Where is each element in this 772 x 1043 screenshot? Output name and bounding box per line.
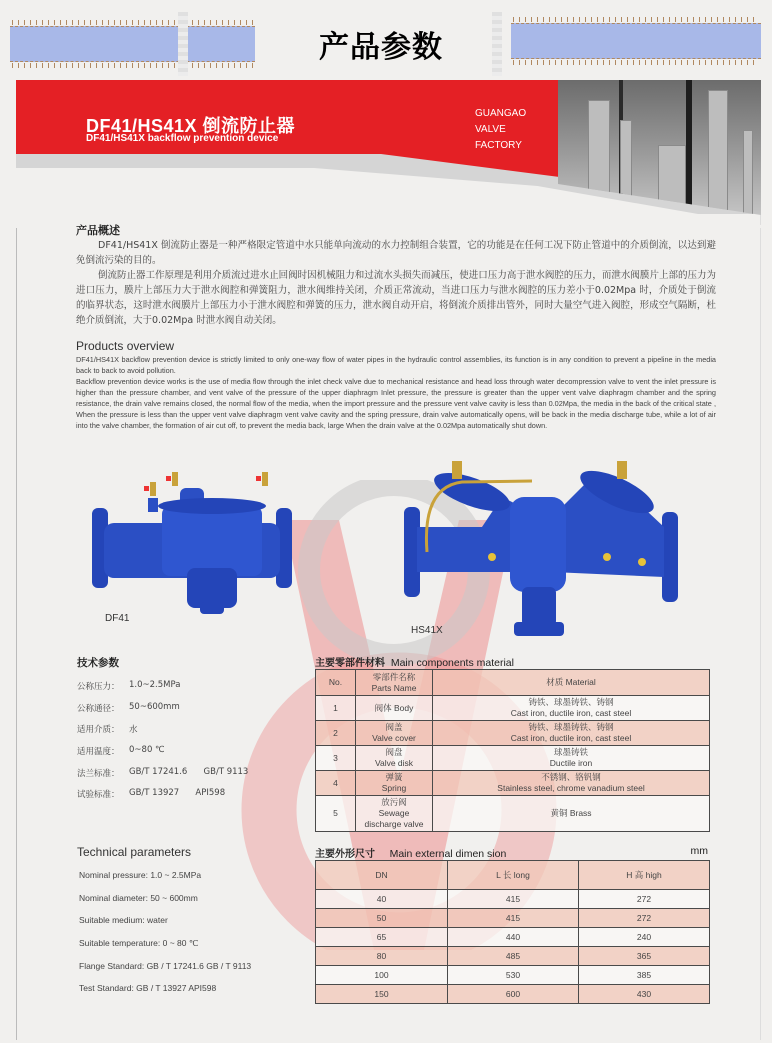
banner-subtitle: DF41/HS41X backflow prevention device [86, 133, 279, 144]
table-row: 65 440 240 [316, 928, 710, 947]
valve-df41-icon [92, 468, 292, 628]
table-header-row: DN L 长 long H 高 high [316, 861, 710, 890]
decorative-strip [178, 12, 188, 76]
top-header [0, 0, 772, 80]
tech-param-row: 适用介质： 水 [77, 725, 138, 736]
overview-cn-paragraph: DF41/HS41X 倒流防止器是一种严格限定管道中水只能单向流动的水力控制组合装置，它的功能是在任何工况下防止管道中的介质倒流，以达到避免倒流污染的目的。 [76, 240, 716, 266]
table-row: 2 阀盖 Valve cover 铸铁、球墨铸铁、铸钢 Cast iron, ductile iron, cast steel [316, 721, 710, 746]
product-label-hs41x: HS41X [411, 625, 443, 636]
page-title: 产品参数 [319, 30, 443, 65]
product-label-df41: DF41 [105, 613, 130, 624]
valve-hs41x-icon [392, 457, 702, 642]
overview-cn-title: 产品概述 [76, 224, 120, 237]
dimensions-table [315, 860, 710, 1004]
materials-table [315, 669, 710, 832]
tech-param-row: 法兰标准： GB/T 17241.6 GB/T 9113 [77, 766, 249, 779]
tech-param-row: 公称压力： 1.0~2.5MPa [77, 680, 181, 692]
factory-name: GUANGAO VALVE FACTORY [475, 108, 527, 151]
overview-cn-paragraph: 倒流防止器工作原理是利用介质流过进水止回阀时因机械阻力和过流水头损失而减压，使进口压力高于泄水阀腔的压力，而泄水阀膜片上部的压力为进口压力，膜片上部压力大于泄水阀腔和弹簧阻力，泄水阀维持关闭，介质正常流动，当进口压力与泄水阀腔的压力差小于0.02Mpa 时，介质处于倒流的临界状态，这时泄水阀膜片上部压力小于泄水阀腔和弹簧的压力，泄水阀自动开启，将倒流介质排出管外，同时大量空气进入阀腔，形成空气隔断，杜绝介质倒流，大于0.02Mpa 时泄水阀自动关闭。 [76, 270, 716, 326]
dimensions-title: 主要外形尺寸 Main external dimen sion mm [315, 845, 708, 860]
overview-en-title: Products overview [76, 339, 175, 353]
table-row: 40 415 272 [316, 890, 710, 909]
table-row: 5 放污阀 Sewage discharge valve 黄铜 Brass [316, 796, 710, 832]
tech-param-row: Test Standard: GB / T 13927 API598 [79, 983, 217, 994]
overview-en-paragraph: Backflow prevention device works is the use of media flow through the inlet check valve due to mechanical resistance and head loss through water decompression valve to vent the inlet pressure is higher than the pressure chamber, and vent valve of the pressure of the upper diaphragm Inlet pressure, the pressure is greater than the upper vent valve diaphragm chamber and the spring resistance, the drain valve remains closed, the normal flow of the media, when the import pressure and the pressure vent valve cavity is less than 0.02Mpa, the media in the back of the critical state , When the pressure is less than the upper vent valve diaphragm vent valve cavity and the spring pressure, drain valve automatically opens, will be back in the media discharge tube, while a lot of air into the valve chamber, the formation of air cut off, to prevent the media back, large When the drain valve at the 0.02Mpa automatically shut down. [76, 377, 716, 430]
tech-params-en-list [79, 870, 251, 1006]
tech-param-row: 适用温度： 0~80 ℃ [77, 745, 165, 758]
table-row: 80 485 365 [316, 947, 710, 966]
tech-params-en-title: Technical parameters [77, 845, 192, 859]
hs41x-valve-image [392, 457, 702, 642]
table-header-row: No. 零部件名称 Parts Name 材质 Material [316, 670, 710, 696]
table-row: 4 弹簧 Spring 不锈钢、铬钒钢 Stainless steel, chrome vanadium steel [316, 771, 710, 796]
tech-param-row: Flange Standard: GB / T 17241.6 GB / T 9113 [79, 960, 252, 971]
table-row: 100 530 385 [316, 966, 710, 985]
table-row: 3 阀盘 Valve disk 球墨铸铁 Ductile iron [316, 746, 710, 771]
decorative-strip [492, 12, 502, 76]
decorative-bar-left [10, 26, 255, 62]
df41-valve-image [92, 468, 292, 628]
tech-params-cn-title: 技术参数 [77, 657, 119, 669]
tech-param-row: Suitable medium: water [79, 915, 168, 926]
tech-param-row: Nominal pressure: 1.0 ~ 2.5MPa [79, 870, 202, 880]
decorative-bar-right [511, 23, 761, 59]
tech-param-row: Nominal diameter: 50 ~ 600mm [79, 892, 198, 903]
tech-params-cn-list [77, 680, 248, 810]
table-row: 1 阀体 Body 铸铁、球墨铸铁、铸钢 Cast iron, ductile iron, cast steel [316, 696, 710, 721]
tech-param-row: 试验标准： GB/T 13927 API598 [77, 788, 226, 801]
dimensions-unit: mm [690, 845, 708, 857]
banner-title: DF41/HS41X 倒流防止器 [86, 116, 296, 136]
materials-title: 主要零部件材料 Main components material [315, 657, 514, 669]
table-row: 50 415 272 [316, 909, 710, 928]
overview-en-paragraph: DF41/HS41X backflow prevention device is strictly limited to only one-way flow of water pipes in the hydraulic control assemblies, its function is in any condition to prevent a pipeline in the media back to back to avoid pollution. [76, 355, 716, 375]
tech-param-row: Suitable temperature: 0 ~ 80 ℃ [79, 938, 199, 949]
table-row: 150 600 430 [316, 985, 710, 1004]
tech-param-row: 公称通径： 50~600mm [77, 701, 180, 714]
